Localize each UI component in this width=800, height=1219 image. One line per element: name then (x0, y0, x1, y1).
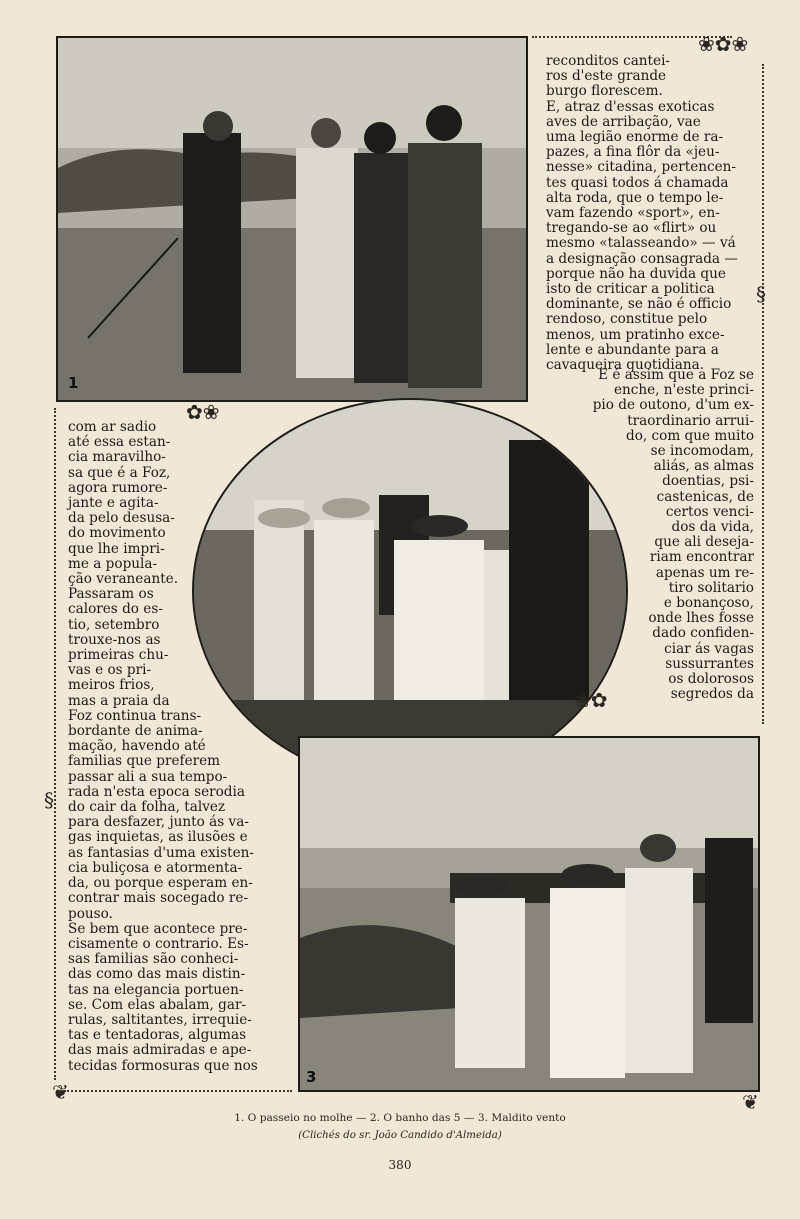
text-line: apenas um re- (655, 564, 754, 581)
photo-damned-wind (298, 736, 760, 1092)
text-line: as fantasias d'uma existen- (68, 844, 254, 861)
text-line: rendoso, constitue pelo (546, 311, 708, 328)
text-line: nesse» citadina, pertencen- (546, 159, 737, 176)
scroll-ornament-right: § (756, 282, 766, 306)
text-line: vam fazendo «sport», en- (546, 205, 720, 222)
scroll-ornament-bottom-left: ❦ (52, 1080, 69, 1104)
text-line: se incomodam, (650, 443, 754, 460)
text-line: da pelo desusa- (68, 510, 175, 527)
text-line: cavaqueira quotidiana. (546, 357, 705, 374)
text-line: tecidas formosuras que nos (68, 1057, 258, 1074)
text-line: meiros frios, (68, 677, 155, 694)
text-line: enche, n'este princi- (613, 382, 754, 399)
text-line: segredos da (670, 686, 754, 703)
text-line: certos venci- (665, 503, 754, 520)
text-line: isto de criticar a politica (546, 281, 715, 298)
text-line: que lhe impri- (68, 540, 165, 557)
text-line: trouxe-nos as (68, 631, 161, 648)
text-line: Se bem que acontece pre- (68, 920, 248, 937)
text-line: onde lhes fosse (648, 610, 754, 627)
text-line: dado confiden- (652, 625, 754, 642)
text-line: aliás, as almas (653, 458, 754, 475)
text-line: vas e os pri- (68, 662, 152, 679)
text-line: a designação consagrada — (546, 250, 738, 267)
text-line: alta roda, que o tempo le- (546, 189, 724, 206)
floral-ornament-oval-right: ❀✿ (574, 688, 608, 712)
text-line: traordinario arrui- (627, 412, 754, 429)
scroll-ornament-bottom-right: ❦ (742, 1090, 759, 1114)
text-line: sussurrantes (665, 655, 754, 672)
text-line: dos da vida, (671, 519, 754, 536)
text-line: aves de arribação, vae (546, 113, 701, 130)
text-line: Passaram os (68, 586, 154, 603)
dotted-border-bottom (64, 1090, 292, 1092)
text-line: contrar mais socegado re- (68, 890, 249, 907)
text-line: e bonançoso, (663, 595, 754, 612)
floral-ornament-top-right: ❀✿❀ (698, 32, 749, 56)
photo-promenade-on-pier (56, 36, 528, 402)
text-line: agora rumore- (68, 479, 168, 496)
page-number: 380 (388, 1158, 412, 1172)
photo-3-illustration (300, 738, 758, 1090)
text-column-top-right (546, 54, 758, 373)
text-line: mas a praia da (68, 692, 170, 709)
text-line: Foz continua trans- (68, 707, 202, 724)
floral-ornament-mid: ✿❀ (186, 400, 220, 424)
text-line: ciar ás vagas (664, 640, 754, 657)
text-line: riam encontrar (649, 549, 754, 566)
photo-1-illustration (58, 38, 526, 400)
text-line: gas inquietas, as ilusões e (68, 829, 248, 846)
text-line: do, com que muito (626, 427, 754, 444)
text-line: que ali deseja- (654, 534, 754, 551)
text-line: se. Com elas abalam, gar- (68, 996, 247, 1013)
text-line: cisamente o contrario. Es- (68, 935, 249, 952)
text-line: para desfazer, junto ás va- (68, 814, 249, 831)
text-line: rulas, saltitantes, irrequie- (68, 1011, 252, 1028)
text-line: rada n'esta epoca serodia (68, 783, 245, 800)
text-line: dominante, se não é officio (546, 296, 732, 313)
text-line: ção veraneante. (68, 571, 179, 588)
text-line: porque não ha duvida que (546, 265, 726, 282)
text-line: mesmo «talasseando» — vá (546, 235, 736, 252)
text-line: pazes, a fina flôr da «jeu- (546, 144, 720, 161)
text-line: pouso. (68, 905, 113, 922)
text-line: tas e tentadoras, algumas (68, 1027, 247, 1044)
text-line: castenicas, de (656, 488, 754, 505)
photo-number-1: 1 (68, 374, 79, 392)
text-line: E é assim que a Foz se (598, 367, 754, 383)
text-line: tio, setembro (68, 616, 160, 633)
text-line: uma legião enorme de ra- (546, 129, 724, 146)
text-line: primeiras chu- (68, 647, 169, 664)
photo-credit: (Clichés do sr. João Candido d'Almeida) (298, 1130, 502, 1141)
text-line: do cair da folha, talvez (68, 799, 226, 816)
text-line: menos, um pratinho exce- (546, 326, 725, 343)
dotted-border-left (54, 408, 56, 1080)
text-line: cia maravilho- (68, 449, 166, 466)
text-column-middle-right (580, 368, 754, 702)
text-column-left (68, 420, 274, 1074)
text-line: familias que preferem (68, 753, 221, 770)
dotted-border-right (762, 64, 764, 724)
text-line: calores do es- (68, 601, 163, 618)
text-line: me a popula- (68, 555, 158, 572)
text-line: passar ali a sua tempo- (68, 768, 228, 785)
text-line: cia buliçosa e atormenta- (68, 859, 243, 876)
text-line: os dolorosos (668, 671, 754, 688)
text-line: lente e abundante para a (546, 341, 719, 358)
text-line: pio de outono, d'um ex- (592, 397, 754, 414)
text-line: ros d'este grande (546, 68, 667, 85)
text-line: mação, havendo até (68, 738, 206, 755)
text-line: até essa estan- (68, 434, 171, 451)
text-line: do movimento (68, 525, 166, 542)
photo-number-3: 3 (306, 1068, 317, 1086)
text-line: doentias, psi- (662, 473, 754, 490)
text-line: sa que é a Foz, (68, 464, 171, 481)
text-line: burgo florescem. (546, 83, 663, 100)
text-line: E, atraz d'essas exoticas (546, 98, 715, 115)
text-line: bordante de anima- (68, 723, 203, 740)
text-line: tes quasi todos á chamada (546, 174, 729, 191)
text-line: tiro solitario (668, 579, 754, 596)
text-line: das mais admiradas e ape- (68, 1042, 252, 1059)
text-line: reconditos cantei- (546, 53, 671, 69)
scroll-ornament-left: § (44, 788, 54, 812)
text-line: tregando-se ao «flirt» ou (546, 220, 717, 237)
text-line: tas na elegancia portuen- (68, 981, 244, 998)
text-line: das como das mais distin- (68, 966, 246, 983)
text-line: sas familias são conheci- (68, 951, 239, 968)
text-line: jante e agita- (68, 495, 159, 512)
text-line: com ar sadio (68, 419, 157, 435)
photo-caption: 1. O passeio no molhe — 2. O banho das 5 — 3. Maldito vento (234, 1112, 566, 1124)
text-line: da, ou porque esperam en- (68, 875, 253, 892)
